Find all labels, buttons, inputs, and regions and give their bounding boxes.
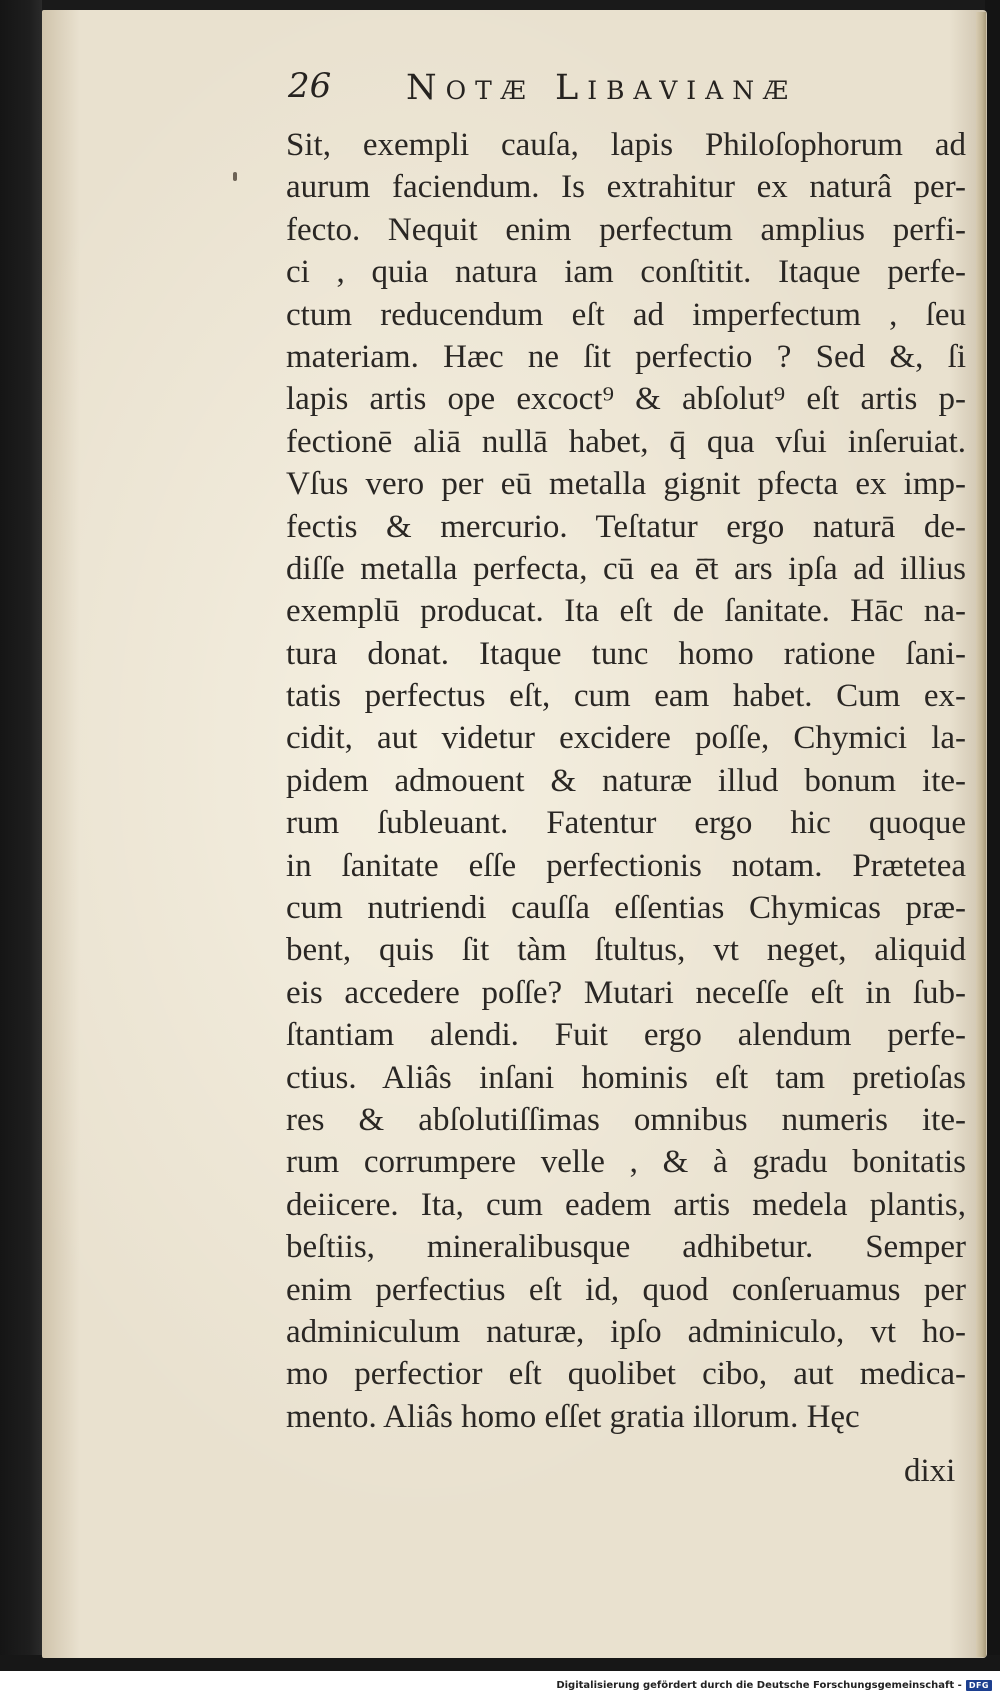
text-line: mento. Aliâs homo eſſet gratia illorum. Hęc	[286, 1398, 860, 1435]
text-line: lapis artis ope excoct⁹ & abſolut⁹ eſt artis p-	[286, 381, 966, 418]
text-line: beſtiis, mineralibusque adhibetur. Semper	[286, 1229, 966, 1266]
text-line: fectionē aliā nullā habet, q̄ qua vſui inſeruiat.	[286, 423, 966, 460]
page-edge	[976, 12, 986, 1657]
text-line: eis accedere poſſe? Mutari neceſſe eſt in ſub-	[286, 974, 966, 1011]
text-line: rum corrumpere velle , & à gradu bonitatis	[286, 1144, 966, 1181]
text-line: deiicere. Ita, cum eadem artis medela plantis,	[286, 1186, 966, 1223]
text-line: cidit, aut videtur excidere poſſe, Chymici la-	[286, 720, 966, 757]
text-line: enim perfectius eſt id, quod conſeruamus per	[286, 1271, 966, 1308]
text-line: fecto. Nequit enim perfectum amplius perfi-	[286, 211, 966, 248]
page-header	[288, 66, 888, 116]
page-number: 26	[288, 66, 332, 106]
text-line: materiam. Hæc ne ſit perfectio ? Sed &, ſi	[286, 338, 966, 375]
body-text	[286, 124, 966, 1438]
catchword: dixi	[904, 1453, 956, 1489]
scan-border-right	[985, 0, 1000, 1670]
text-line: aurum faciendum. Is extrahitur ex naturâ per-	[286, 169, 966, 206]
text-line: cum nutriendi cauſſa eſſentias Chymicas præ-	[286, 890, 966, 927]
text-line: tura donat. Itaque tunc homo ratione ſani-	[286, 635, 966, 672]
running-title: Notæ Libavianæ	[406, 68, 798, 108]
dfg-logo: DFG	[966, 1680, 992, 1691]
digitization-footer	[556, 1680, 992, 1691]
text-line: diſſe metalla perfecta, cū ea ē̄t ars ipſa ad illius	[286, 550, 966, 587]
scan-border-left	[0, 0, 42, 1670]
text-line: adminiculum naturæ, ipſo adminiculo, vt ho-	[286, 1313, 966, 1350]
text-line: pidem admouent & naturæ illud bonum ite-	[286, 762, 966, 799]
text-line: ſtantiam alendi. Fuit ergo alendum perfe-	[286, 1017, 966, 1054]
text-line: in ſanitate eſſe perfectionis notam. Prætetea	[286, 847, 966, 884]
text-line: ctius. Aliâs inſani hominis eſt tam pretioſas	[286, 1059, 966, 1096]
footer-credit: Digitalisierung gefördert durch die Deutsche Forschungsgemeinschaft -	[556, 1680, 962, 1691]
text-line: rum ſubleuant. Fatentur ergo hic quoque	[286, 805, 966, 842]
text-line: bent, quis ſit tàm ſtultus, vt neget, aliquid	[286, 932, 966, 969]
text-line: fectis & mercurio. Teſtatur ergo naturā de-	[286, 508, 966, 545]
text-line: ci , quia natura iam conſtitit. Itaque perfe-	[286, 254, 966, 291]
text-line: exemplū producat. Ita eſt de ſanitate. Hāc na-	[286, 593, 966, 630]
text-line: Sit, exempli cauſa, lapis Philoſophorum ad	[286, 127, 966, 163]
text-line: tatis perfectus eſt, cum eam habet. Cum ex-	[286, 678, 966, 715]
text-line: ctum reducendum eſt ad imperfectum , ſeu	[286, 296, 966, 333]
ink-speck	[233, 172, 237, 181]
text-line: res & abſolutiſſimas omnibus numeris ite-	[286, 1101, 966, 1138]
text-line: mo perfectior eſt quolibet cibo, aut medica-	[286, 1356, 966, 1393]
text-line: Vſus vero per eū metalla gignit pfecta ex imp-	[286, 466, 966, 503]
